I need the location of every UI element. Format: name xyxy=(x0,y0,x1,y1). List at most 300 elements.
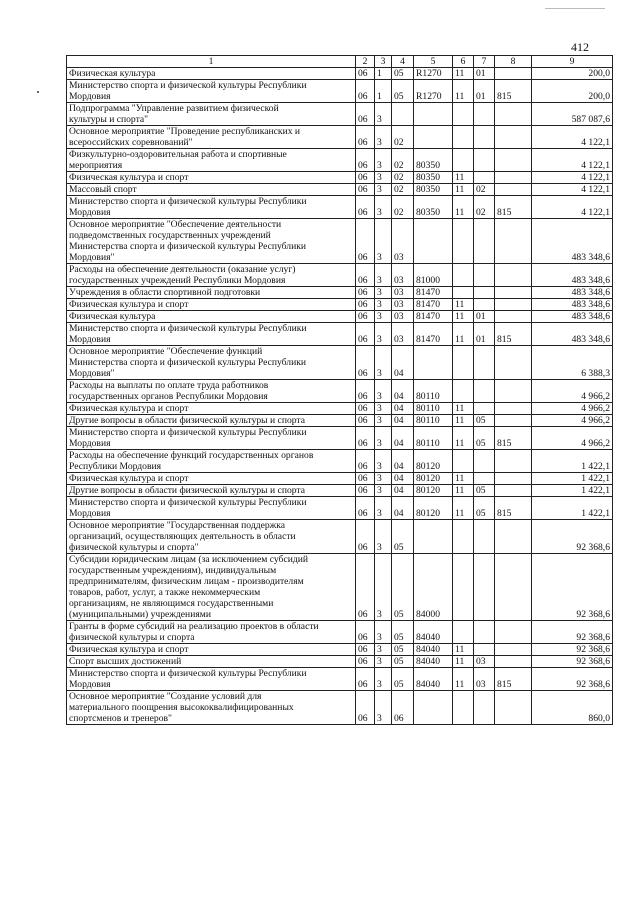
row-amount: 483 348,6 xyxy=(532,323,613,346)
code-subsection xyxy=(474,287,495,299)
table-row xyxy=(67,311,613,323)
code-program: 06 xyxy=(356,287,375,299)
code-program: 06 xyxy=(356,149,375,172)
row-name: Основное мероприятие "Обеспечение деятельности подведомственных государственных учреждений Министерства спорта и физической культуры Республики Мордовия" xyxy=(67,219,356,264)
code-subsection: 05 xyxy=(474,427,495,450)
code-subsection xyxy=(474,126,495,149)
row-amount: 200,0 xyxy=(532,68,613,80)
code-ministry xyxy=(495,380,532,403)
row-amount: 4 966,2 xyxy=(532,380,613,403)
code-section: 11 xyxy=(453,473,474,485)
row-amount: 4 966,2 xyxy=(532,403,613,415)
code-direction: 80120 xyxy=(414,450,453,473)
code-ministry xyxy=(495,485,532,497)
code-subsection: 03 xyxy=(474,656,495,668)
table-row xyxy=(67,126,613,149)
code-ministry: 815 xyxy=(495,196,532,219)
code-program: 06 xyxy=(356,485,375,497)
code-program: 06 xyxy=(356,668,375,691)
code-subprogram: 3 xyxy=(375,691,392,725)
row-name: Основное мероприятие "Создание условий для материального поощрения высококвалифицированных спортсменов и тренеров" xyxy=(67,691,356,725)
table-row xyxy=(67,520,613,554)
code-direction: 81000 xyxy=(414,264,453,287)
code-subprogram: 1 xyxy=(375,80,392,103)
code-section: 11 xyxy=(453,656,474,668)
code-subprogram: 3 xyxy=(375,644,392,656)
code-direction: 84040 xyxy=(414,668,453,691)
code-event: 02 xyxy=(392,149,414,172)
column-header: 8 xyxy=(495,56,532,68)
row-name: Расходы на выплаты по оплате труда работников государственных органов Республики Мордовия xyxy=(67,380,356,403)
row-name: Основное мероприятие "Государственная поддержка организаций, осуществляющих деятельность в области физической культуры и спорта" xyxy=(67,520,356,554)
table-row xyxy=(67,644,613,656)
code-subprogram: 3 xyxy=(375,346,392,380)
code-program: 06 xyxy=(356,691,375,725)
code-subprogram: 3 xyxy=(375,103,392,126)
row-amount: 200,0 xyxy=(532,80,613,103)
code-section xyxy=(453,380,474,403)
row-name: Подпрограмма "Управление развитием физической культуры и спорта" xyxy=(67,103,356,126)
code-event xyxy=(392,103,414,126)
code-subprogram: 3 xyxy=(375,287,392,299)
code-subprogram: 3 xyxy=(375,621,392,644)
code-section: 11 xyxy=(453,403,474,415)
code-program: 06 xyxy=(356,219,375,264)
code-ministry xyxy=(495,473,532,485)
row-amount: 587 087,6 xyxy=(532,103,613,126)
table-row xyxy=(67,497,613,520)
code-program: 06 xyxy=(356,80,375,103)
code-program: 06 xyxy=(356,473,375,485)
code-subsection xyxy=(474,621,495,644)
code-program: 06 xyxy=(356,380,375,403)
code-event: 02 xyxy=(392,126,414,149)
code-event: 04 xyxy=(392,497,414,520)
row-name: Министерство спорта и физической культуры Республики Мордовия xyxy=(67,497,356,520)
code-event: 05 xyxy=(392,668,414,691)
code-ministry xyxy=(495,644,532,656)
row-name: Основное мероприятие "Обеспечение функций Министерства спорта и физической культуры Республики Мордовия" xyxy=(67,346,356,380)
code-event: 03 xyxy=(392,264,414,287)
code-direction xyxy=(414,520,453,554)
row-amount: 4 966,2 xyxy=(532,427,613,450)
code-section xyxy=(453,103,474,126)
code-direction: 84040 xyxy=(414,644,453,656)
row-amount: 4 966,2 xyxy=(532,415,613,427)
code-event: 05 xyxy=(392,520,414,554)
code-direction: 81470 xyxy=(414,311,453,323)
code-ministry xyxy=(495,149,532,172)
column-header: 9 xyxy=(532,56,613,68)
code-subsection xyxy=(474,450,495,473)
code-subsection: 05 xyxy=(474,497,495,520)
row-name: Учреждения в области спортивной подготовки xyxy=(67,287,356,299)
code-ministry: 815 xyxy=(495,668,532,691)
code-direction: 80120 xyxy=(414,497,453,520)
code-direction xyxy=(414,126,453,149)
code-section xyxy=(453,126,474,149)
code-section xyxy=(453,621,474,644)
row-name: Массовый спорт xyxy=(67,184,356,196)
code-direction: 84040 xyxy=(414,621,453,644)
column-header: 4 xyxy=(392,56,414,68)
row-name: Физическая культура и спорт xyxy=(67,299,356,311)
code-program: 06 xyxy=(356,520,375,554)
row-amount: 1 422,1 xyxy=(532,485,613,497)
code-program: 06 xyxy=(356,184,375,196)
code-direction xyxy=(414,219,453,264)
code-program: 06 xyxy=(356,427,375,450)
code-event: 04 xyxy=(392,415,414,427)
code-subprogram: 3 xyxy=(375,450,392,473)
table-row xyxy=(67,427,613,450)
code-direction: 80120 xyxy=(414,485,453,497)
row-amount: 483 348,6 xyxy=(532,264,613,287)
code-event: 04 xyxy=(392,485,414,497)
column-header: 1 xyxy=(67,56,356,68)
table-row xyxy=(67,299,613,311)
code-program: 06 xyxy=(356,554,375,621)
code-program: 06 xyxy=(356,126,375,149)
code-direction: R1270 xyxy=(414,80,453,103)
code-subprogram: 3 xyxy=(375,668,392,691)
code-event: 04 xyxy=(392,427,414,450)
code-event: 05 xyxy=(392,656,414,668)
row-name: Физическая культура и спорт xyxy=(67,473,356,485)
table-row xyxy=(67,196,613,219)
column-header: 3 xyxy=(375,56,392,68)
row-amount: 1 422,1 xyxy=(532,450,613,473)
table-row xyxy=(67,80,613,103)
code-direction: 81470 xyxy=(414,299,453,311)
row-name: Физкультурно-оздоровительная работа и спортивные мероприятия xyxy=(67,149,356,172)
code-section xyxy=(453,450,474,473)
code-event: 02 xyxy=(392,184,414,196)
code-ministry xyxy=(495,311,532,323)
code-ministry xyxy=(495,691,532,725)
row-amount: 483 348,6 xyxy=(532,287,613,299)
table-row xyxy=(67,287,613,299)
column-header: 2 xyxy=(356,56,375,68)
row-name: Расходы на обеспечение функций государственных органов Республики Мордовия xyxy=(67,450,356,473)
code-direction: 81470 xyxy=(414,323,453,346)
table-row xyxy=(67,219,613,264)
code-section: 11 xyxy=(453,311,474,323)
table-row xyxy=(67,691,613,725)
code-subsection: 01 xyxy=(474,68,495,80)
row-name: Физическая культура и спорт xyxy=(67,172,356,184)
code-direction: R1270 xyxy=(414,68,453,80)
row-name: Министерство спорта и физической культуры Республики Мордовия xyxy=(67,668,356,691)
row-name: Физическая культура xyxy=(67,311,356,323)
code-program: 06 xyxy=(356,311,375,323)
code-section xyxy=(453,149,474,172)
code-ministry: 815 xyxy=(495,497,532,520)
table-row xyxy=(67,149,613,172)
code-subsection xyxy=(474,172,495,184)
code-subprogram: 3 xyxy=(375,184,392,196)
code-event: 03 xyxy=(392,323,414,346)
code-subprogram: 3 xyxy=(375,126,392,149)
code-direction: 80350 xyxy=(414,172,453,184)
code-event: 04 xyxy=(392,346,414,380)
code-subsection: 05 xyxy=(474,485,495,497)
row-amount: 483 348,6 xyxy=(532,311,613,323)
code-program: 06 xyxy=(356,497,375,520)
code-direction xyxy=(414,691,453,725)
code-subsection xyxy=(474,346,495,380)
code-program: 06 xyxy=(356,264,375,287)
row-name: Субсидии юридическим лицам (за исключением субсидий государственным учреждениям), индивидуальным предпринимателям, физическим лицам - производителям товаров, работ, услуг, а также некоммерческим организациям, не являющимся государственными (муниципальными) учреждениями xyxy=(67,554,356,621)
code-direction: 80110 xyxy=(414,415,453,427)
row-amount: 4 122,1 xyxy=(532,172,613,184)
row-amount: 4 122,1 xyxy=(532,184,613,196)
code-section: 11 xyxy=(453,80,474,103)
code-event: 03 xyxy=(392,287,414,299)
code-direction xyxy=(414,346,453,380)
code-ministry xyxy=(495,287,532,299)
code-section: 11 xyxy=(453,68,474,80)
code-subsection xyxy=(474,149,495,172)
code-subsection xyxy=(474,380,495,403)
code-event: 05 xyxy=(392,68,414,80)
code-direction: 80110 xyxy=(414,380,453,403)
code-program: 06 xyxy=(356,621,375,644)
code-subsection xyxy=(474,403,495,415)
code-ministry xyxy=(495,68,532,80)
code-subprogram: 3 xyxy=(375,554,392,621)
code-program: 06 xyxy=(356,346,375,380)
code-section: 11 xyxy=(453,668,474,691)
row-amount: 483 348,6 xyxy=(532,219,613,264)
table-row xyxy=(67,68,613,80)
code-subprogram: 3 xyxy=(375,380,392,403)
code-program: 06 xyxy=(356,323,375,346)
row-amount: 4 122,1 xyxy=(532,149,613,172)
code-subprogram: 3 xyxy=(375,485,392,497)
row-name: Министерство спорта и физической культуры Республики Мордовия xyxy=(67,196,356,219)
row-amount: 860,0 xyxy=(532,691,613,725)
code-ministry: 815 xyxy=(495,323,532,346)
code-program: 06 xyxy=(356,172,375,184)
row-name: Другие вопросы в области физической культуры и спорта xyxy=(67,485,356,497)
table-row xyxy=(67,554,613,621)
code-event: 02 xyxy=(392,196,414,219)
code-subsection xyxy=(474,691,495,725)
code-ministry xyxy=(495,299,532,311)
code-subprogram: 3 xyxy=(375,473,392,485)
table-row xyxy=(67,323,613,346)
table-row xyxy=(67,450,613,473)
code-subsection xyxy=(474,299,495,311)
code-program: 06 xyxy=(356,103,375,126)
code-event: 04 xyxy=(392,380,414,403)
code-event: 05 xyxy=(392,621,414,644)
row-amount: 92 368,6 xyxy=(532,668,613,691)
row-amount: 92 368,6 xyxy=(532,656,613,668)
row-name: Расходы на обеспечение деятельности (оказание услуг) государственных учреждений Республики Мордовия xyxy=(67,264,356,287)
table-row xyxy=(67,668,613,691)
row-name: Гранты в форме субсидий на реализацию проектов в области физической культуры и спорта xyxy=(67,621,356,644)
code-event: 05 xyxy=(392,80,414,103)
code-ministry xyxy=(495,172,532,184)
code-subsection xyxy=(474,473,495,485)
row-name: Физическая культура и спорт xyxy=(67,403,356,415)
row-amount: 483 348,6 xyxy=(532,299,613,311)
table-body xyxy=(67,68,613,725)
row-name: Министерство спорта и физической культуры Республики Мордовия xyxy=(67,323,356,346)
code-subprogram: 3 xyxy=(375,656,392,668)
code-subprogram: 3 xyxy=(375,497,392,520)
table-row xyxy=(67,380,613,403)
code-program: 06 xyxy=(356,403,375,415)
code-subprogram: 3 xyxy=(375,403,392,415)
row-name: Физическая культура и спорт xyxy=(67,644,356,656)
code-ministry xyxy=(495,126,532,149)
table-row xyxy=(67,172,613,184)
code-direction: 80120 xyxy=(414,473,453,485)
row-name: Спорт высших достижений xyxy=(67,656,356,668)
table-row xyxy=(67,485,613,497)
code-ministry xyxy=(495,403,532,415)
code-event: 03 xyxy=(392,299,414,311)
code-ministry xyxy=(495,219,532,264)
code-subsection: 01 xyxy=(474,323,495,346)
table-row xyxy=(67,621,613,644)
code-program: 06 xyxy=(356,299,375,311)
code-event: 03 xyxy=(392,219,414,264)
code-direction: 80110 xyxy=(414,427,453,450)
code-event: 03 xyxy=(392,311,414,323)
code-event: 05 xyxy=(392,554,414,621)
code-ministry xyxy=(495,415,532,427)
code-subsection: 01 xyxy=(474,311,495,323)
code-subprogram: 3 xyxy=(375,196,392,219)
code-subsection xyxy=(474,644,495,656)
code-section xyxy=(453,520,474,554)
code-direction xyxy=(414,103,453,126)
code-subsection xyxy=(474,520,495,554)
code-subsection xyxy=(474,219,495,264)
code-direction: 84040 xyxy=(414,656,453,668)
code-direction: 81470 xyxy=(414,287,453,299)
code-direction: 80350 xyxy=(414,184,453,196)
code-section: 11 xyxy=(453,415,474,427)
code-ministry xyxy=(495,103,532,126)
code-subprogram: 3 xyxy=(375,149,392,172)
table-header-row xyxy=(67,56,613,68)
row-amount: 6 388,3 xyxy=(532,346,613,380)
row-name: Министерство спорта и физической культуры Республики Мордовия xyxy=(67,427,356,450)
code-ministry xyxy=(495,520,532,554)
code-section xyxy=(453,346,474,380)
column-header: 6 xyxy=(453,56,474,68)
row-name: Физическая культура xyxy=(67,68,356,80)
code-section: 11 xyxy=(453,172,474,184)
code-ministry: 815 xyxy=(495,80,532,103)
code-program: 06 xyxy=(356,644,375,656)
row-amount: 1 422,1 xyxy=(532,497,613,520)
code-event: 06 xyxy=(392,691,414,725)
code-event: 04 xyxy=(392,403,414,415)
code-section: 11 xyxy=(453,184,474,196)
code-event: 02 xyxy=(392,172,414,184)
code-direction: 80110 xyxy=(414,403,453,415)
table-row xyxy=(67,403,613,415)
code-event: 04 xyxy=(392,473,414,485)
code-subsection: 05 xyxy=(474,415,495,427)
code-subsection: 02 xyxy=(474,196,495,219)
table-row xyxy=(67,415,613,427)
code-subprogram: 3 xyxy=(375,172,392,184)
table-row xyxy=(67,473,613,485)
code-direction: 80350 xyxy=(414,196,453,219)
table-row xyxy=(67,184,613,196)
code-subprogram: 3 xyxy=(375,415,392,427)
code-section xyxy=(453,264,474,287)
code-section: 11 xyxy=(453,196,474,219)
code-section xyxy=(453,287,474,299)
code-subsection xyxy=(474,103,495,126)
page-number: 412 xyxy=(571,40,589,54)
code-section: 11 xyxy=(453,644,474,656)
code-section: 11 xyxy=(453,427,474,450)
code-subprogram: 1 xyxy=(375,68,392,80)
code-program: 06 xyxy=(356,415,375,427)
code-direction: 84000 xyxy=(414,554,453,621)
row-amount: 92 368,6 xyxy=(532,644,613,656)
column-header: 5 xyxy=(414,56,453,68)
code-subsection: 03 xyxy=(474,668,495,691)
table-row xyxy=(67,103,613,126)
code-ministry xyxy=(495,346,532,380)
code-section xyxy=(453,554,474,621)
budget-table xyxy=(66,55,613,725)
code-direction: 80350 xyxy=(414,149,453,172)
code-section: 11 xyxy=(453,323,474,346)
code-ministry xyxy=(495,656,532,668)
margin-dot xyxy=(37,91,39,93)
code-ministry xyxy=(495,450,532,473)
row-name: Министерство спорта и физической культуры Республики Мордовия xyxy=(67,80,356,103)
code-section xyxy=(453,691,474,725)
table-row xyxy=(67,346,613,380)
table-row xyxy=(67,656,613,668)
code-program: 06 xyxy=(356,68,375,80)
code-subprogram: 3 xyxy=(375,323,392,346)
code-section: 11 xyxy=(453,299,474,311)
code-section xyxy=(453,219,474,264)
code-subsection xyxy=(474,264,495,287)
code-section: 11 xyxy=(453,497,474,520)
code-subprogram: 3 xyxy=(375,427,392,450)
code-ministry xyxy=(495,184,532,196)
row-amount: 1 422,1 xyxy=(532,473,613,485)
code-subsection: 02 xyxy=(474,184,495,196)
row-amount: 92 368,6 xyxy=(532,621,613,644)
code-ministry xyxy=(495,621,532,644)
column-header: 7 xyxy=(474,56,495,68)
code-event: 05 xyxy=(392,644,414,656)
code-subsection: 01 xyxy=(474,80,495,103)
row-name: Основное мероприятие "Проведение республиканских и всероссийских соревнований" xyxy=(67,126,356,149)
code-subprogram: 3 xyxy=(375,264,392,287)
code-program: 06 xyxy=(356,656,375,668)
code-ministry xyxy=(495,554,532,621)
table-row xyxy=(67,264,613,287)
code-subsection xyxy=(474,554,495,621)
code-event: 04 xyxy=(392,450,414,473)
